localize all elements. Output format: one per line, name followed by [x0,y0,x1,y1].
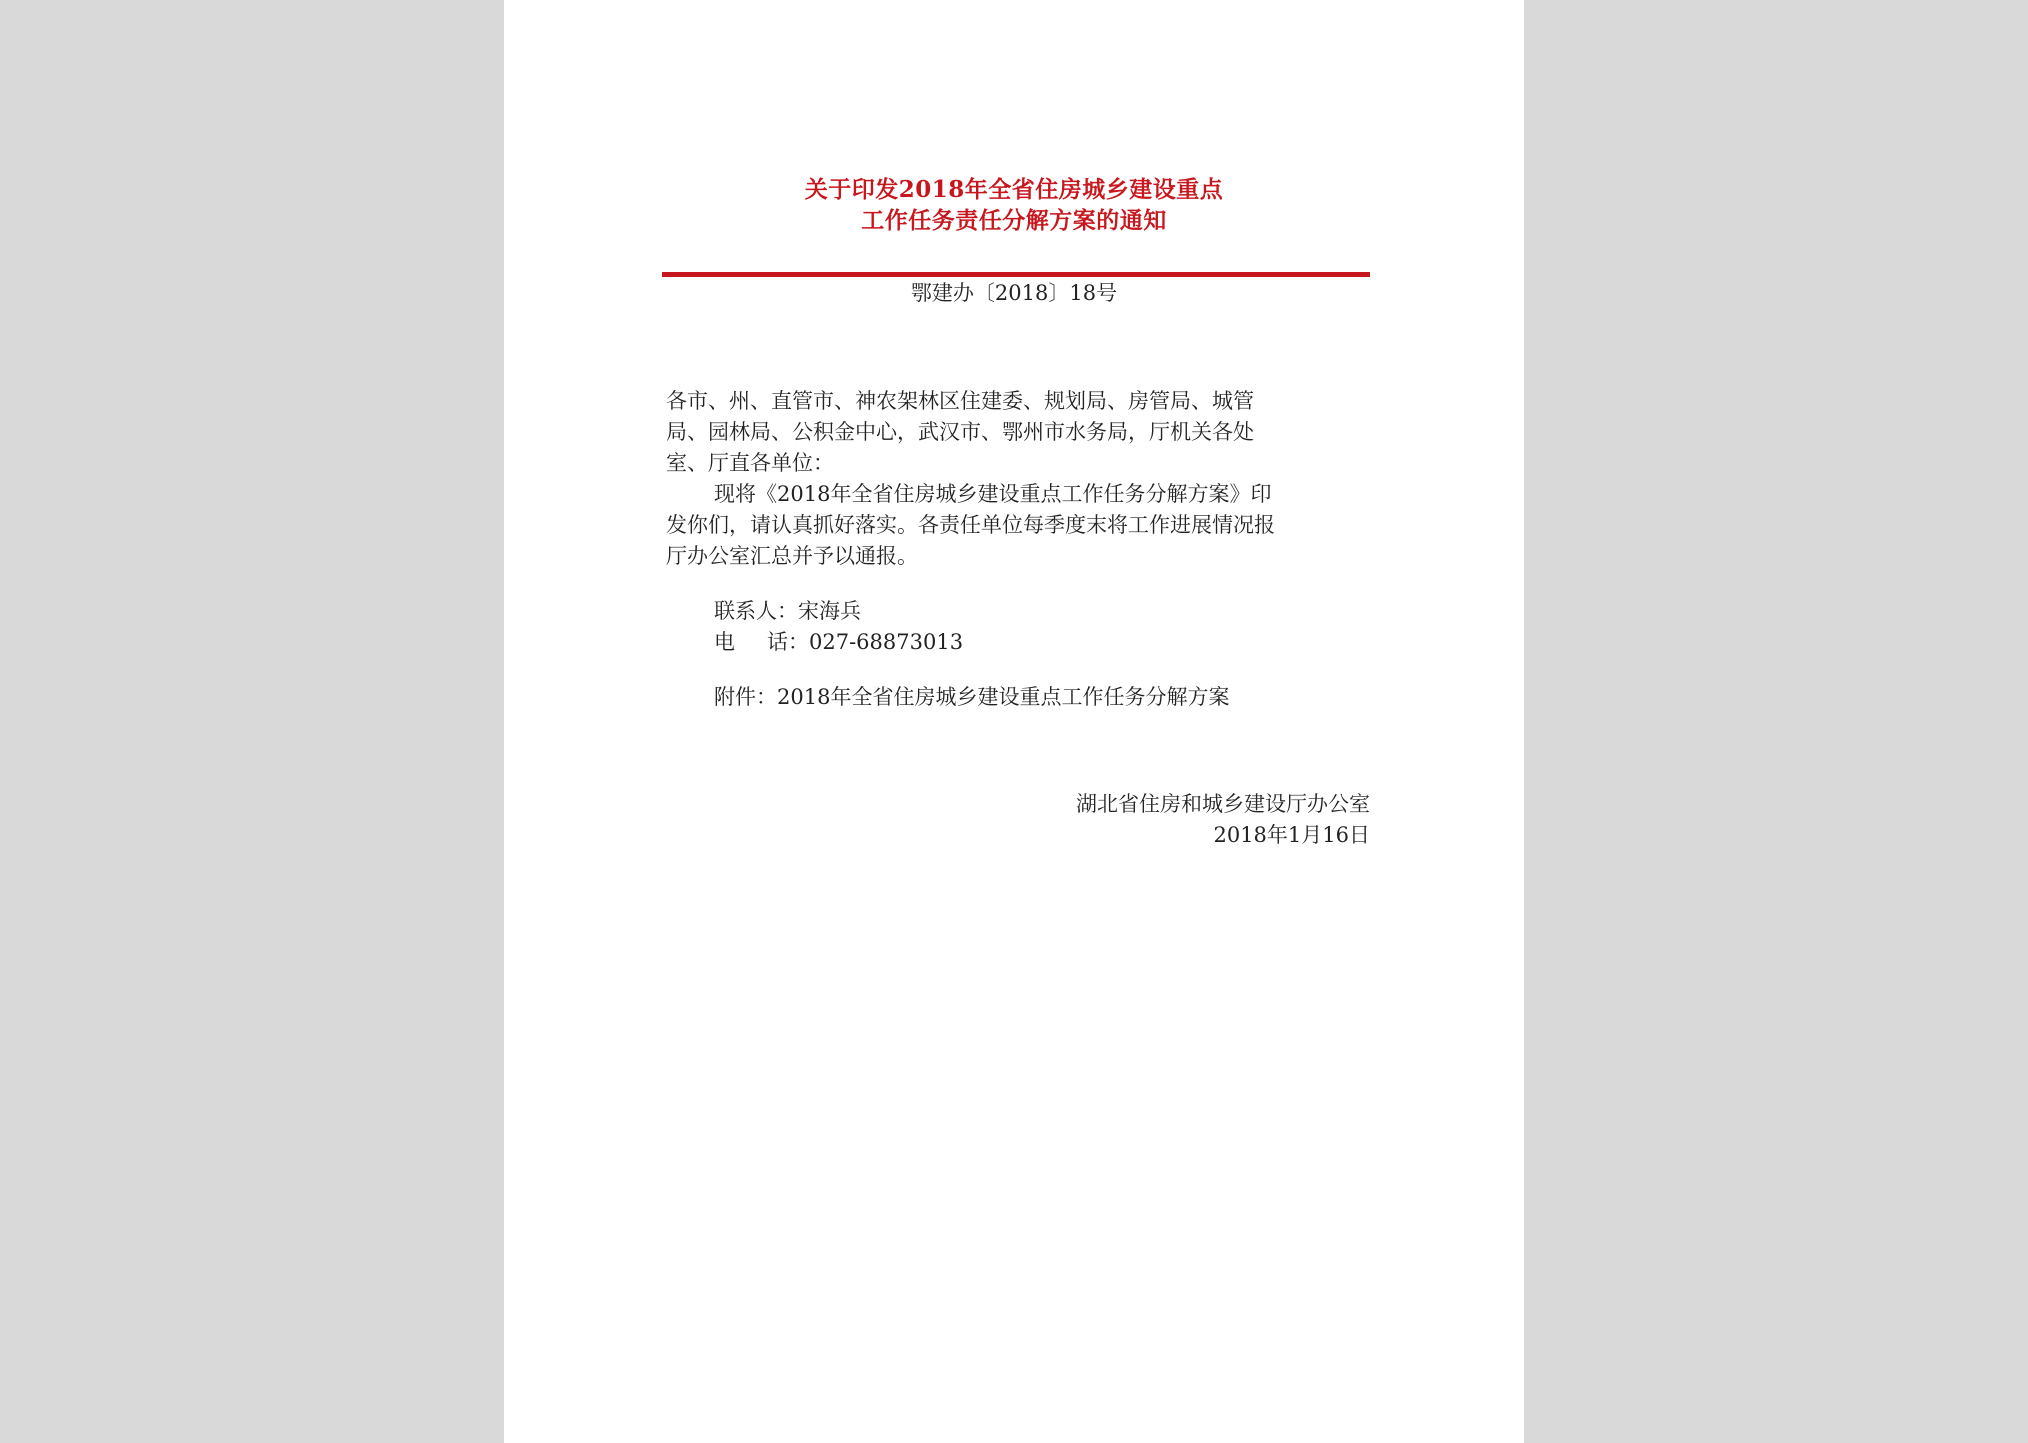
paragraph-line: 厅办公室汇总并予以通报。 [666,544,918,568]
addressee-block [666,386,1370,479]
notice-paragraph [666,479,1370,572]
contact-label: 联系人： [714,599,798,623]
document-number: 鄂建办〔2018〕18号 [910,281,1118,305]
addressee-line: 各市、州、直管市、神农架林区住建委、规划局、房管局、城管 [666,389,1254,413]
contact-name: 宋海兵 [798,599,861,623]
paragraph-line: 发你们，请认真抓好落实。各责任单位每季度末将工作进展情况报 [666,513,1275,537]
contact-block [666,596,1370,658]
addressee-line: 室、厅直各单位： [666,451,834,475]
contact-person-line [666,596,1370,627]
document-title-line-1: 关于印发2018年全省住房城乡建设重点 [804,176,1224,203]
phone-label-part-2: 话： [767,630,809,654]
phone-number: 027-68873013 [809,630,964,654]
addressee-line: 局、园林局、公积金中心，武汉市、鄂州市水务局，厅机关各处 [666,420,1254,444]
paragraph-line: 现将《2018年全省住房城乡建设重点工作任务分解方案》印 [714,482,1272,506]
document-content [504,0,1524,1443]
issuing-office: 湖北省住房和城乡建设厅办公室 [1076,792,1370,816]
contact-phone-line [666,627,1370,658]
issue-date: 2018年1月16日 [1213,823,1370,847]
document-title-line-2: 工作任务责任分解方案的通知 [861,207,1167,234]
red-separator-rule [662,272,1370,277]
attachment-line: 附件：2018年全省住房城乡建设重点工作任务分解方案 [714,685,1230,709]
attachment-block [666,682,1370,713]
phone-label-part-1: 电 [714,630,735,654]
document-page [504,0,1524,1443]
